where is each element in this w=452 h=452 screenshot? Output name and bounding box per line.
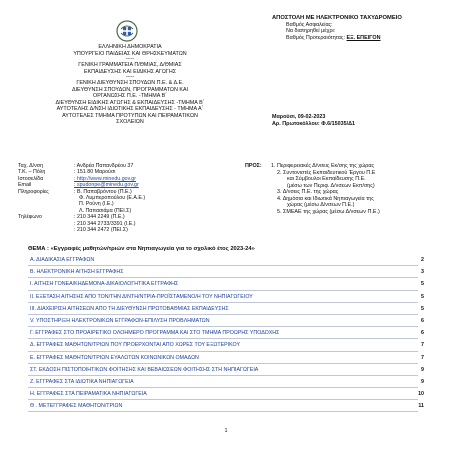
toc-entry[interactable] bbox=[28, 364, 424, 376]
contact-value: Π. Ρούνη (Ι.Ε.) bbox=[79, 201, 114, 208]
recipient-line: 2. Συντονιστές Εκπαιδευτικού Έργου Π.Ε bbox=[277, 169, 376, 176]
priority-label: Βαθμός Προτεραιότητας: bbox=[286, 34, 346, 41]
toc-entry[interactable] bbox=[28, 278, 424, 290]
toc-entry[interactable] bbox=[28, 291, 424, 303]
toc-entry[interactable] bbox=[28, 254, 424, 266]
toc-entry-page: 5 bbox=[421, 293, 424, 300]
contact-value: Φ. Λυμπεροπούλου (Ε.Α.Ε.) bbox=[79, 194, 146, 201]
letterhead-line: ΓΕΝΙΚΗ ΓΡΑΜΜΑΤΕΙΑ Π/ΘΜΙΑΣ, Δ/ΘΜΙΑΣ bbox=[78, 62, 182, 68]
contact-key: Email bbox=[18, 182, 32, 189]
greek-coat-of-arms-icon bbox=[116, 20, 138, 42]
contact-key: Πληροφορίες bbox=[18, 188, 49, 195]
toc-entry-page: 6 bbox=[421, 317, 424, 324]
contact-value: : 151 80 Μαρούσι bbox=[74, 169, 116, 176]
letterhead-line: ΑΥΤΟΤΕΛΕΣ ΤΜΗΜΑ ΠΡΟΤΥΠΩΝ ΚΑΙ ΠΕΙΡΑΜΑΤΙΚΩΝ bbox=[62, 112, 198, 119]
contact-value: Λ. Παπασιάμα (ΠΕΙ.Σ) bbox=[79, 207, 132, 214]
contact-block bbox=[18, 163, 145, 233]
letterhead-divider: ----- bbox=[125, 56, 135, 62]
priority-value: ΕΞ. ΕΠΕΙΓΟΝ bbox=[346, 34, 381, 41]
toc-entry-page: 3 bbox=[421, 269, 424, 276]
toc-entry-page: 6 bbox=[421, 330, 424, 337]
recipient-line: 3. Δ/νσεις Π.Ε. της χώρας bbox=[277, 189, 339, 195]
letterhead-divider: ----- bbox=[125, 74, 135, 80]
subject-text: «Εγγραφές μαθητών/τριών στα Νηπιαγωγεία για το σχολικό έτος 2023-24» bbox=[50, 246, 255, 252]
toc-entry[interactable] bbox=[28, 400, 424, 412]
contact-value: : 210 344 2472 (ΠΕΙ.Σ) bbox=[74, 226, 128, 233]
letterhead-line: ΕΛΛΗΝΙΚΗ ΔΗΜΟΚΡΑΤΙΑ bbox=[98, 44, 162, 50]
security-level: Βαθμός Ασφαλείας: bbox=[286, 21, 333, 28]
delivery-title: ΑΠΟΣΤΟΛΗ ΜΕ ΗΛΕΚΤΡΟΝΙΚΟ ΤΑΧΥΔΡΟΜΕΙΟ bbox=[272, 15, 402, 21]
letterhead-line: ΔΙΕΥΘΥΝΣΗ ΕΙΔΙΚΗΣ ΑΓΩΓΗΣ & ΕΚΠΑΙΔΕΥΣΗΣ -ΤΜΗΜΑ Β΄ bbox=[55, 99, 205, 106]
toc-entry-label[interactable]: Ι. ΑΙΤΗΣΗ ΓΟΝΕΑ/ΚΗΔΕΜΟΝΑ-ΔΙΚΑΙΟΛΟΓΗΤΙΚΑ ΕΓΓΡΑΦΗΣ bbox=[30, 281, 179, 288]
toc-entry[interactable] bbox=[28, 376, 424, 388]
toc-entry-page: 10 bbox=[418, 391, 424, 398]
retention-period: Να διατηρηθεί μέχρι: bbox=[286, 28, 336, 34]
contact-key: Ταχ. Δ/νση bbox=[18, 163, 44, 169]
delivery-info bbox=[272, 15, 402, 41]
page-number: 1 bbox=[224, 428, 228, 434]
toc-entry-label[interactable]: Α. ΔΙΑΔΙΚΑΣΙΑ ΕΓΓΡΑΦΩΝ bbox=[30, 257, 95, 263]
website-link[interactable]: : http://www.minedu.gov.gr bbox=[74, 175, 137, 182]
toc-entry-page: 11 bbox=[418, 403, 424, 410]
place-date: Μαρούσι, 09-02-2023 bbox=[272, 114, 326, 120]
toc-entry[interactable] bbox=[28, 352, 424, 364]
letterhead-line: ΕΚΠΑΙΔΕΥΣΗΣ ΚΑΙ ΕΙΔΙΚΗΣ ΑΓΩΓΗΣ bbox=[83, 68, 177, 75]
contact-key bbox=[18, 227, 74, 233]
toc-entry-page: 5 bbox=[421, 281, 424, 288]
recipient-line: και Σύμβουλοι Εκπαίδευσης Π.Ε. bbox=[287, 176, 366, 182]
recipients-label: ΠΡΟΣ: bbox=[245, 163, 262, 169]
contact-key: Ιστοσελίδα bbox=[18, 175, 44, 182]
toc-entry-label[interactable]: Β. ΗΛΕΚΤΡΟΝΙΚΗ ΑΙΤΗΣΗ ΕΓΓΡΑΦΗΣ bbox=[30, 269, 124, 276]
toc-entry-label[interactable]: Ζ. ΕΓΓΡΑΦΕΣ ΣΤΑ ΙΔΙΩΤΙΚΑ ΝΗΠΙΑΓΩΓΕΙΑ bbox=[30, 378, 134, 385]
contact-value: : Ανδρέα Παπανδρέου 37 bbox=[74, 163, 134, 169]
recipient-line: 5. ΣΜΕΑΕ της χώρας (μέσω Δ/νσεων Π.Ε.) bbox=[277, 208, 380, 215]
toc-entry[interactable] bbox=[28, 303, 424, 315]
subject-line bbox=[28, 246, 255, 253]
toc-entry[interactable] bbox=[28, 266, 424, 278]
contact-value: : Β. Παπαβρόντου (Π.Ε.) bbox=[74, 188, 132, 195]
toc-entry-label[interactable]: V. ΥΠΟΣΤΗΡΙΞΗ ΗΛΕΚΤΡΟΝΙΚΩΝ ΕΓΓΡΑΦΩΝ-ΕΠΙΛΥΣΗ ΠΡΟΒΛΗΜΑΤΩΝ bbox=[30, 317, 210, 324]
date-block bbox=[272, 114, 355, 127]
protocol-row bbox=[272, 121, 355, 128]
toc-entry-label[interactable]: ΙΙ. ΕΞΕΤΑΣΗ ΑΙΤΗΣΗΣ ΑΠΟ ΤΟΝ/ΤΗΝ Δ/ΝΤΗ/ΝΤΡΙΑ-ΠΡΟΪΣΤΑΜΕΝΟ/Η ΤΟΥ ΝΗΠΙΑΓΩΓΕΙΟΥ bbox=[30, 293, 253, 300]
recipient-line: 4. Δημόσια και Ιδιωτικά Νηπιαγωγεία της bbox=[277, 195, 374, 202]
protocol-value: Φ.6/15035/Δ1 bbox=[321, 120, 355, 127]
protocol-label: Αρ. Πρωτοκόλλου: bbox=[272, 120, 320, 127]
contact-key: Τηλέφωνο bbox=[18, 214, 42, 221]
letterhead bbox=[20, 44, 240, 126]
recipient-line: (μέσω των Περιφ. Δ/νσεων Εκπ/σης) bbox=[287, 182, 375, 189]
letterhead-line: ΥΠΟΥΡΓΕΙΟ ΠΑΙΔΕΙΑΣ ΚΑΙ ΘΡΗΣΚΕΥΜΑΤΩΝ bbox=[73, 50, 187, 57]
contact-value: : 210 344 2249 (Π.Ε.) bbox=[74, 214, 125, 221]
toc-entry-label[interactable]: Θ . ΜΕΤΕΓΓΡΑΦΕΣ ΜΑΘΗΤΩΝ/ΤΡΙΩΝ bbox=[30, 403, 123, 410]
priority-row bbox=[272, 35, 402, 42]
table-of-contents bbox=[28, 254, 424, 412]
toc-entry-label[interactable]: ΣΤ. ΕΚΔΟΣΗ ΠΙΣΤΟΠΟΙΗΤΙΚΩΝ ΦΟΙΤΗΣΗΣ ΚΑΙ ΒΕΒΑΙΩΣΕΩΝ ΦΟΙΤΗΣΗΣ ΣΤΗ ΝΗΠΙΑΓΩΓΕΙΑ bbox=[30, 366, 259, 373]
toc-entry-label[interactable]: Δ. ΕΓΓΡΑΦΕΣ ΜΑΘΗΤΩΝ/ΤΡΙΩΝ ΠΟΥ ΠΡΟΕΡΧΟΝΤΑΙ ΑΠΟ ΧΩΡΕΣ ΤΟΥ ΕΞΩΤΕΡΙΚΟΥ bbox=[30, 342, 240, 349]
toc-entry[interactable] bbox=[28, 315, 424, 327]
toc-entry-page: 2 bbox=[421, 257, 424, 263]
toc-entry-page: 7 bbox=[421, 354, 424, 361]
contact-key: Τ.Κ. – Πόλη bbox=[18, 169, 46, 176]
recipient-line: χώρας (μέσω Δ/νσεων Π.Ε.) bbox=[287, 202, 355, 208]
subject-label: ΘΕΜΑ : bbox=[28, 246, 49, 252]
toc-entry-page: 9 bbox=[421, 378, 424, 385]
letterhead-line: ΓΕΝΙΚΗ ΔΙΕΥΘΥΝΣΗ ΣΠΟΥΔΩΝ Π.Ε. & Δ.Ε. bbox=[76, 80, 184, 86]
email-link[interactable]: : spudonpe@minedu.gov.gr bbox=[74, 182, 139, 189]
toc-entry-page: 9 bbox=[421, 366, 424, 373]
recipient-line: 1. Περιφερειακές Δ/νσεις Εκ/σης της χώρας bbox=[271, 163, 375, 169]
toc-entry-label[interactable]: Γ. ΕΓΓΡΑΦΕΣ ΣΤΟ ΠΡΟΑΙΡΕΤΙΚΟ ΟΛΟΗΜΕΡΟ ΠΡΟΓΡΑΜΜΑ ΚΑΙ ΣΤΟ ΤΜΗΜΑ ΠΡΟΩΡΗΣ ΥΠΟΔΟΧΗΣ bbox=[30, 330, 280, 337]
toc-entry-page: 5 bbox=[421, 305, 424, 312]
toc-entry-page: 7 bbox=[421, 342, 424, 349]
toc-entry[interactable] bbox=[28, 388, 424, 400]
toc-entry[interactable] bbox=[28, 327, 424, 339]
contact-row bbox=[18, 227, 145, 233]
letterhead-line: ΣΧΟΛΕΙΩΝ bbox=[116, 119, 144, 125]
toc-entry-label[interactable]: Η. ΕΓΓΡΑΦΕΣ ΣΤΑ ΠΕΙΡΑΜΑΤΙΚΑ ΝΗΠΙΑΓΩΓΕΙΑ bbox=[30, 391, 147, 398]
letterhead-line: ΑΥΤΟΤΕΛΗΣ Δ/ΝΣΗ ΙΔΙΩΤΙΚΗΣ ΕΚΠΑΙΔΕΥΣΗΣ - ΤΜΗΜΑ Α΄ bbox=[56, 106, 204, 112]
recipients-block bbox=[245, 163, 380, 215]
letterhead-line: ΟΡΓΑΝΩΣΗΣ Π.Ε. -ΤΜΗΜΑ Β΄ bbox=[93, 93, 167, 99]
toc-entry-label[interactable]: ΙΙΙ. ΔΙΑΧΕΙΡΙΣΗ ΑΙΤΗΣΕΩΝ ΑΠΟ ΤΗ ΔΙΕΥΘΥΝΣΗ ΠΡΩΤΟΒΑΘΜΙΑΣ ΕΚΠΑΙΔΕΥΣΗΣ bbox=[30, 305, 229, 312]
contact-value: : 210 344 2733/3391 (Ι.Ε.) bbox=[74, 220, 136, 227]
toc-entry-label[interactable]: Ε. ΕΓΓΡΑΦΕΣ ΜΑΘΗΤΩΝ/ΤΡΙΩΝ ΕΥΑΛΩΤΩΝ ΚΟΙΝΩΝΙΚΩΝ ΟΜΑΔΩΝ bbox=[30, 354, 199, 361]
toc-entry[interactable] bbox=[28, 339, 424, 351]
letterhead-line: ΔΙΕΥΘΥΝΣΗ ΣΠΟΥΔΩΝ, ΠΡΟΓΡΑΜΜΑΤΩΝ ΚΑΙ bbox=[71, 86, 189, 93]
